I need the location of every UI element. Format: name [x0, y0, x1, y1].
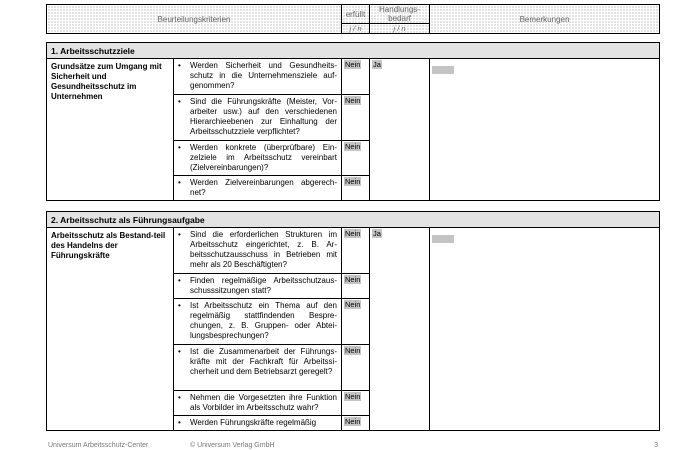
question-item	[174, 176, 342, 201]
answer-cell	[342, 95, 370, 141]
remarks-field[interactable]	[432, 66, 454, 74]
header-yn-action: j / n	[370, 24, 430, 34]
answer-cell	[342, 416, 370, 431]
question-item	[174, 391, 342, 416]
question-item	[174, 228, 342, 274]
section-2-title: 2. Arbeitsschutz als Führungsaufgabe	[47, 212, 660, 228]
section-title-row	[47, 212, 660, 228]
bullet-icon: •	[178, 418, 181, 427]
section-1-criterion: Grundsätze zum Umgang mit Sicherheit und Gesundheitsschutz im Unternehmen	[47, 59, 174, 201]
bullet-icon: •	[178, 178, 181, 187]
header-action-needed: Handlungs-bedarf	[370, 5, 430, 24]
section-1-action	[370, 59, 430, 201]
question-text: Sind die erforderlichen Strukturen im Arbeitsschutz eingerichtet, z. B. Ar-beitsschutzausschuss in Betrieben mit mehr als 20 Beschäftigten?	[190, 230, 337, 269]
question-text: Werden Sicherheit und Gesundheits-schutz in die Unternehmensziele auf-genommen?	[190, 61, 337, 90]
bullet-icon: •	[178, 347, 181, 356]
answer-value: Nein	[345, 229, 361, 238]
question-item	[174, 59, 342, 95]
answer-value: Nein	[345, 177, 361, 186]
answer-value: Nein	[345, 275, 361, 284]
header-criteria: Beurteilungskriterien	[47, 5, 342, 34]
answer-cell	[342, 345, 370, 391]
question-text: Werden konkrete (überprüfbare) Ein-zelziele im Arbeitsschutz vereinbart (Zielvereinbarungen)?	[190, 143, 337, 172]
answer-value: Nein	[345, 142, 361, 151]
question-text: Werden Führungskräfte regelmäßig	[190, 418, 317, 427]
answer-value: Nein	[345, 60, 361, 69]
answer-cell	[342, 141, 370, 176]
section-1-remarks	[430, 59, 660, 201]
answer-value: Nein	[345, 346, 361, 355]
section-2-criterion: Arbeitsschutz als Bestand-teil des Handelns der Führungskräfte	[47, 228, 174, 431]
question-item	[174, 95, 342, 141]
section-2-action	[370, 228, 430, 431]
bullet-icon: •	[178, 61, 181, 70]
answer-value: Nein	[345, 96, 361, 105]
footer-copyright: © Universum Verlag GmbH	[190, 442, 275, 449]
question-item	[174, 416, 342, 431]
question-text: Sind die Führungskräfte (Meister, Vor-arbeiter usw.) auf den verschiedenen Hierarchieebenen zur Einhaltung der Arbeitsschutzziele verpflichtet?	[190, 97, 337, 136]
action-value: Ja	[373, 60, 381, 69]
section-1-title: 1. Arbeitsschutzziele	[47, 43, 660, 59]
answer-cell	[342, 59, 370, 95]
question-text: Finden regelmäßige Arbeitsschutzaus-schusssitzungen statt?	[190, 276, 337, 295]
question-item	[174, 345, 342, 391]
table-row	[47, 228, 660, 274]
question-text: Ist Arbeitsschutz ein Thema auf den regelmäßig stattfindenden Bespre-chungen, z. B. Gruppen- oder Abtei-lungsbesprechungen?	[190, 301, 337, 340]
spacer	[47, 34, 660, 43]
bullet-icon: •	[178, 230, 181, 239]
answer-cell	[342, 391, 370, 416]
bullet-icon: •	[178, 276, 181, 285]
question-text: Werden Zielvereinbarungen abgerech-net?	[190, 178, 337, 197]
answer-cell	[342, 299, 370, 345]
answer-cell	[342, 228, 370, 274]
bullet-icon: •	[178, 393, 181, 402]
question-item	[174, 141, 342, 176]
checklist-page	[46, 4, 659, 431]
remarks-field[interactable]	[432, 235, 454, 243]
section-2-remarks	[430, 228, 660, 431]
table-row	[47, 59, 660, 95]
answer-value: Nein	[345, 300, 361, 309]
bullet-icon: •	[178, 301, 181, 310]
answer-value: Nein	[345, 417, 361, 426]
question-text: Ist die Zusammenarbeit der Führungs-kräfte mit der Fachkraft für Arbeitssi-cherheit und dem Betriebsarzt geregelt?	[190, 347, 337, 376]
question-text: Nehmen die Vorgesetzten ihre Funktion als Vorbilder im Arbeitsschutz wahr?	[190, 393, 337, 412]
bullet-icon: •	[178, 143, 181, 152]
footer-organization: Universum Arbeitsschutz-Center	[48, 442, 149, 449]
section-title-row	[47, 43, 660, 59]
header-yn-fulfilled: j / n	[342, 24, 370, 34]
spacer	[47, 201, 660, 212]
answer-value: Nein	[345, 392, 361, 401]
question-item	[174, 274, 342, 299]
page-number: 3	[654, 442, 658, 449]
answer-cell	[342, 176, 370, 201]
table-header-row	[47, 5, 660, 24]
bullet-icon: •	[178, 97, 181, 106]
header-remarks: Bemerkungen	[430, 5, 660, 34]
checklist-table	[46, 4, 660, 431]
question-item	[174, 299, 342, 345]
answer-cell	[342, 274, 370, 299]
action-value: Ja	[373, 229, 381, 238]
header-fulfilled: erfüllt	[342, 5, 370, 24]
